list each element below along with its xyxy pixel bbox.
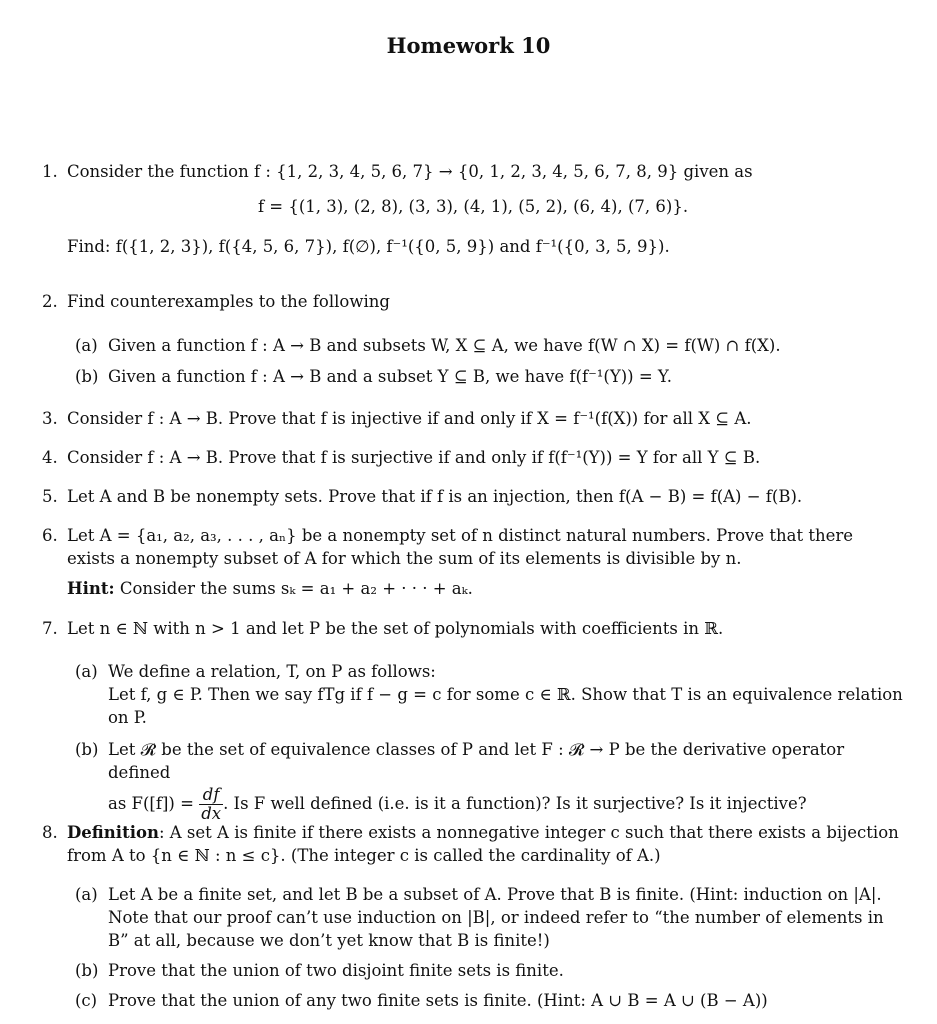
problem-number: 7. [42,619,58,638]
part-label: (c) [75,991,98,1010]
part-a [75,883,904,952]
problem-1 [42,160,904,258]
fraction-denominator: dx [201,804,222,823]
part-line-2-pre: as F([f]) = [108,794,194,813]
problem-2 [42,290,904,388]
problem-6 [42,524,904,600]
part-text: Given a function f : A → B and a subset Y ⊆ B, we have f(f⁻¹(Y)) = Y. [108,367,672,386]
part-a [75,334,904,357]
hint-line [67,577,904,600]
problem-find: Find: f({1, 2, 3}), f({4, 5, 6, 7}), f(∅), f⁻¹({0, 5, 9}) and f⁻¹({0, 3, 5, 9}). [67,237,670,256]
part-line-2-post: . Is F well defined (i.e. is it a function)? Is it surjective? Is it injective? [223,794,807,813]
problem-number: 6. [42,526,58,545]
problem-text: Consider f : A → B. Prove that f is injective if and only if X = f⁻¹(f(X)) for all X ⊆ A. [67,409,752,428]
problem-number: 3. [42,409,58,428]
problem-number: 2. [42,292,58,311]
definition-text: : A set A is finite if there exists a nonnegative integer c such that there exists a bijection from A to {n ∈ ℕ : n ≤ c}. (The integer c is called the cardinality of A.) [67,823,899,865]
derivative-fraction [199,786,223,823]
part-line-2 [108,786,904,823]
fraction-numerator: df [199,786,223,805]
problem-number: 4. [42,448,58,467]
part-label: (b) [75,740,99,759]
problem-4 [42,446,904,469]
part-b [75,959,904,982]
definition-label: Definition [67,823,159,842]
problem-intro: Let n ∈ ℕ with n > 1 and let P be the set of polynomials with coefficients in ℝ. [67,619,724,638]
problem-intro: Consider the function f : {1, 2, 3, 4, 5, 6, 7} → {0, 1, 2, 3, 4, 5, 6, 7, 8, 9} given as [67,162,753,181]
problem-number: 8. [42,823,58,842]
problem-intro: Find counterexamples to the following [67,292,390,311]
part-text: Prove that the union of any two finite sets is finite. (Hint: A ∪ B = A ∪ (B − A)) [108,991,768,1010]
definition [67,821,904,867]
part-line-1: Let 𝓡 be the set of equivalence classes of P and let F : 𝓡 → P be the derivative operator defined [108,740,845,782]
display-equation: f = {(1, 3), (2, 8), (3, 3), (4, 1), (5, 2), (6, 4), (7, 6)}. [257,197,689,216]
part-label: (b) [75,367,99,386]
page-title: Homework 10 [386,33,551,58]
part-text: Prove that the union of two disjoint finite sets is finite. [108,961,564,980]
part-label: (a) [75,336,98,355]
part-text: Given a function f : A → B and subsets W, X ⊆ A, we have f(W ∩ X) = f(W) ∩ f(X). [108,336,781,355]
part-c [75,989,904,1012]
part-label: (b) [75,961,99,980]
hint-text: Consider the sums sₖ = a₁ + a₂ + · · · + aₖ. [119,579,473,598]
part-b [75,738,904,823]
part-line-1: We define a relation, T, on P as follows: [108,662,436,681]
problem-3 [42,407,904,430]
problem-5 [42,485,904,508]
hint-label: Hint: [67,579,115,598]
problem-7 [42,617,904,823]
part-label: (a) [75,662,98,681]
part-line-2: Let f, g ∈ P. Then we say fTg if f − g = c for some c ∈ ℝ. Show that T is an equivalence relation on P. [108,685,903,727]
problem-number: 5. [42,487,58,506]
part-text: Let A be a finite set, and let B be a subset of A. Prove that B is finite. (Hint: induction on |A|. Note that our proof can’t use induction on |B|, or indeed refer to “the number of elements in B” at all, because we don’t yet know that B is finite!) [108,885,884,950]
part-label: (a) [75,885,98,904]
problem-text: Consider f : A → B. Prove that f is surjective if and only if f(f⁻¹(Y)) = Y for all Y ⊆ B. [67,448,761,467]
part-a [75,660,904,729]
problem-text: Let A and B be nonempty sets. Prove that if f is an injection, then f(A − B) = f(A) − f(B). [67,487,803,506]
problem-number: 1. [42,162,58,181]
part-b [75,365,904,388]
problem-text: Let A = {a₁, a₂, a₃, . . . , aₙ} be a nonempty set of n distinct natural numbers. Prove that there exists a nonempty subset of A for which the sum of its elements is divisible by n. [67,526,853,568]
problem-8 [42,821,904,1012]
